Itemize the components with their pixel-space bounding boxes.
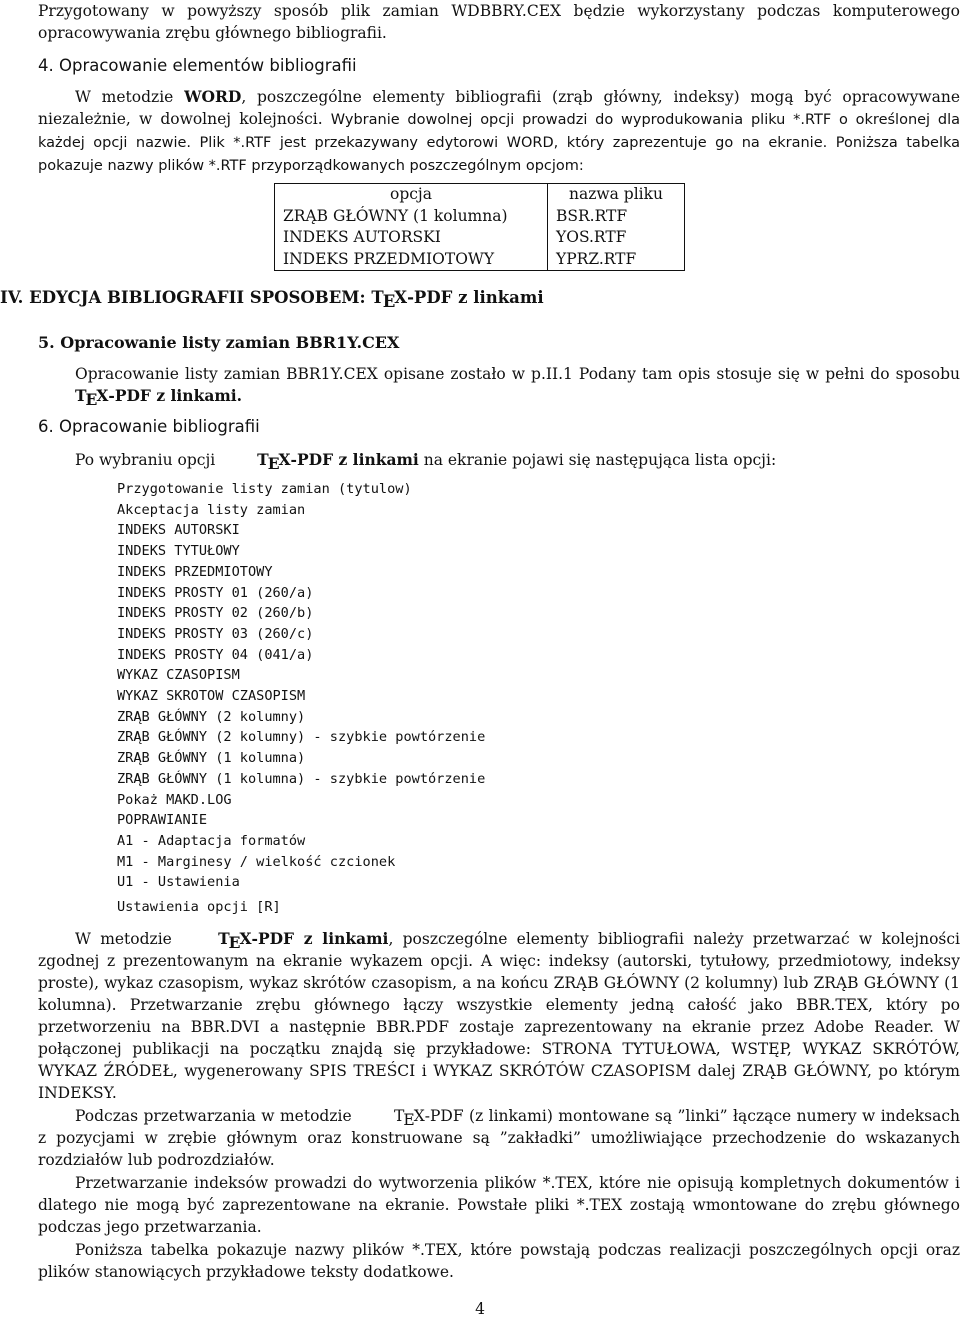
table-row <box>275 227 685 249</box>
section-6-heading: 6. Opracowanie bibliografii <box>38 417 260 436</box>
part-iv-heading: IV. EDYCJA BIBLIOGRAFII SPOSOBEM: TEX-PDF z linkami <box>0 288 544 311</box>
options-menu-last-item: Ustawienia opcji [R] <box>117 899 281 916</box>
menu-option-item: ZRĄB GŁÓWNY (2 kolumny) - szybkie powtórzenie <box>117 729 486 746</box>
table-cell: YPRZ.RTF <box>556 249 637 268</box>
menu-option-item: Przygotowanie listy zamian (tytulow) <box>117 481 412 497</box>
section-6-paragraph-3: Podczas przetwarzania w metodzie TEX-PDF (z linkami) montowane są ”linki” łączące numery w indeksach z pozycjami w zrębie głównym oraz konstruowane są ”zakładki” umożliwiające przechodzenie do wskazanych rozdziałów lub podrozdziałów. <box>38 1106 960 1169</box>
tex-logo: TEX <box>75 386 109 409</box>
table-header-row <box>275 184 685 206</box>
menu-option-item: INDEKS PROSTY 02 (260/b) <box>117 605 314 622</box>
tex-logo: TEX <box>371 288 408 311</box>
section-6-paragraph-5: Poniższa tabelka pokazuje nazwy plików *.TEX, które powstają podczas realizacji poszczególnych opcji oraz plików stanowiących przykładowe teksty dodatkowe. <box>38 1240 960 1281</box>
menu-option-item: Akceptacja listy zamian <box>117 501 306 518</box>
menu-option-item: ZRĄB GŁÓWNY (2 kolumny) <box>117 708 306 725</box>
menu-option-item: INDEKS PRZEDMIOTOWY <box>117 563 273 580</box>
menu-option-item: INDEKS PROSTY 01 (260/a) <box>117 584 314 601</box>
section-5-paragraph: Opracowanie listy zamian BBR1Y.CEX opisane zostało w p.II.1 Podany tam opis stosuje się w pełni do sposobu TEX-PDF z linkami. <box>38 363 960 407</box>
table-cell: BSR.RTF <box>556 206 628 225</box>
menu-option-item: A1 - Adaptacja formatów <box>117 832 306 849</box>
page-number: 4 <box>475 1300 485 1318</box>
menu-option-item: Pokaż MAKD.LOG <box>117 791 232 808</box>
menu-option-item: POPRAWIANIE <box>117 812 208 829</box>
section-4-paragraph: W metodzie WORD, poszczególne elementy bibliografii (zrąb główny, indeksy) mogą być opracowywane niezależnie, w dowolnej kolejności. Wybranie dowolnej opcji prowadzi do wyprodukowania pliku *.RTF o określonej dla każdej opcji nazwie. Plik *.RTF jest przekazywany edytorowi WORD, który zaprezentuje go na ekranie. Poniższa tabelka pokazuje nazwy plików *.RTF przyporządkowanych poszczególnym opcjom: <box>38 87 960 174</box>
options-menu-list <box>117 479 960 893</box>
section-6-paragraph-2: W metodzie TEX-PDF z linkami, poszczególne elementy bibliografii należy przetwarzać w kolejności zgodnej z prezentowanym na ekranie wykazem opcji. A więc: indeksy (autorski, tytułowy, przedmiotowy, indeksy proste), wykaz czasopism, wykaz skrótów czasopism, a na końcu ZRĄB GŁÓWNY (2 kolumny) lub ZRĄB GŁÓWNY (1 kolumna). Przetwarzanie zrębu głównego łączy wszystkie elementy jedną całość jako BBR.TEX, który po przetworzeniu na BBR.DVI a następnie BBR.PDF zostaje zaprezentowany na ekranie przez Adobe Reader. W połączonej publikacji na początku znajdą się przykładowe: STRONA TYTUŁOWA, WSTĘP, WYKAZ SKRÓTÓW, WYKAZ ŹRÓDEŁ, wygenerowany SPIS TREŚCI i WYKAZ SKRÓTÓW CZASOPISM dalej ZRĄB GŁÓWNY, po którym INDEKSY. <box>38 928 960 1102</box>
menu-option-item: WYKAZ CZASOPISM <box>117 667 240 684</box>
menu-option-item: ZRĄB GŁÓWNY (1 kolumna) <box>117 750 306 767</box>
section-4-heading: 4. Opracowanie elementów bibliografii <box>38 56 357 75</box>
menu-option-item: ZRĄB GŁÓWNY (1 kolumna) - szybkie powtórzenie <box>117 770 486 787</box>
tex-logo: TEX <box>394 1106 425 1129</box>
table-cell: ZRĄB GŁÓWNY (1 kolumna) <box>275 206 548 228</box>
tex-logo: TEX <box>218 928 252 952</box>
section-6-lead: Po wybraniu opcji TEX-PDF z linkami na ekranie pojawi się następująca lista opcji: <box>75 450 777 473</box>
table-cell: YOS.RTF <box>556 228 627 246</box>
menu-option-item: U1 - Ustawienia <box>117 874 240 891</box>
menu-option-item: INDEKS PROSTY 04 (041/a) <box>117 646 314 663</box>
section-5-heading: 5. Opracowanie listy zamian BBR1Y.CEX <box>38 333 400 352</box>
table-row <box>275 206 685 228</box>
menu-option-item: INDEKS AUTORSKI <box>117 522 240 539</box>
intro-paragraph: Przygotowany w powyższy sposób plik zamian WDBBRY.CEX będzie wykorzystany podczas komputerowego opracowywania zrębu głównego bibliografii. <box>38 2 960 42</box>
table-header-filename: nazwa pliku <box>568 185 664 203</box>
table-cell: INDEKS AUTORSKI <box>275 227 548 249</box>
menu-option-item: M1 - Marginesy / wielkość czcionek <box>117 853 396 870</box>
menu-option-item: WYKAZ SKROTOW CZASOPISM <box>117 688 306 705</box>
tex-logo: TEX <box>257 450 291 473</box>
table-row <box>275 249 685 271</box>
section-6-paragraph-4: Przetwarzanie indeksów prowadzi do wytworzenia plików *.TEX, które nie opisują kompletnych dokumentów i dlatego nie mogą być zaprezentowane na ekranie. Powstałe pliki *.TEX zostają wmontowane do zrębu głównego podczas jego przetwarzania. <box>38 1173 960 1236</box>
table-cell: INDEKS PRZEDMIOTOWY <box>275 249 548 271</box>
menu-option-item: INDEKS TYTUŁOWY <box>117 543 240 560</box>
word-method-name: WORD <box>184 87 242 106</box>
table-header-option: opcja <box>275 184 548 206</box>
rtf-files-table <box>274 183 685 271</box>
menu-option-item: INDEKS PROSTY 03 (260/c) <box>117 625 314 642</box>
